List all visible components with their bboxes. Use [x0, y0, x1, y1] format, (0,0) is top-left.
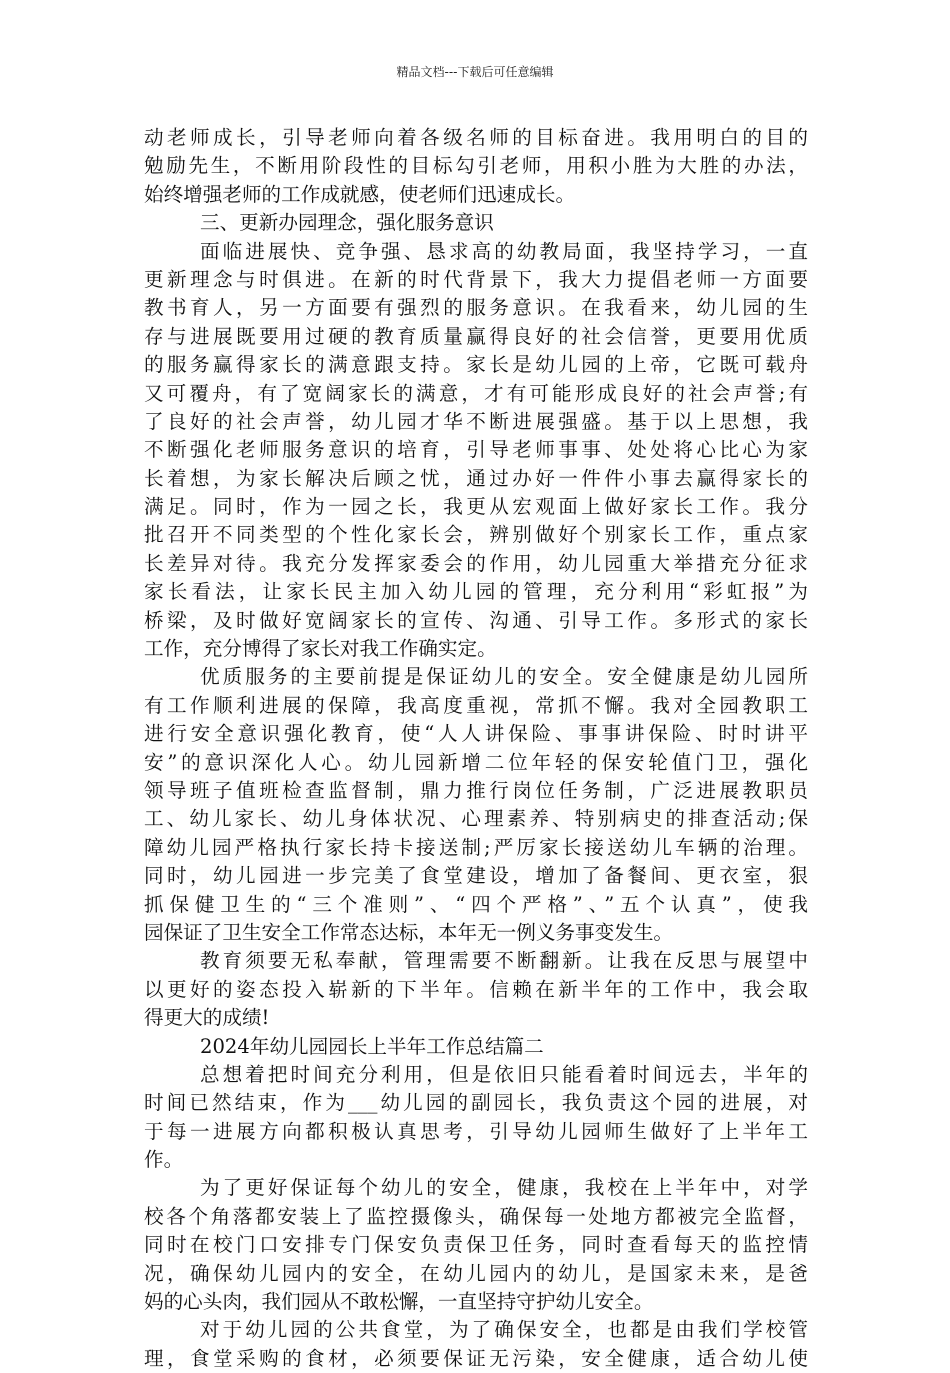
text-line: 工作，充分博得了家长对我工作确实定。	[144, 637, 497, 661]
text-line: 动老师成长，引导老师向着各级名师的目标奋进。我用明白的目的	[144, 126, 808, 149]
text-line: 有工作顺利进展的保障，我高度重视，常抓不懈。我对全园教职工	[144, 693, 808, 717]
text-line: 长差异对待。我充分发挥家委会的作用，幼儿园重大举措充分征求	[144, 551, 808, 575]
text-line: 教育须要无私奉献，管理需要不断翻新。让我在反思与展望中	[200, 949, 808, 973]
text-line: 更新理念与时俱进。在新的时代背景下，我大力提倡老师一方面要	[144, 267, 808, 291]
text-line: 2024年幼儿园园长上半年工作总结篇二	[200, 1034, 544, 1058]
text-line: 存与进展既要用过硬的教育质量赢得良好的社会信誉，更要用优质	[144, 324, 808, 348]
text-line: 家长看法，让家长民主加入幼儿园的管理，充分利用“彩虹报”为	[144, 580, 808, 604]
text-line: 以更好的姿态投入崭新的下半年。信赖在新半年的工作中，我会取	[144, 977, 808, 1001]
text-line: 不断强化老师服务意识的培育，引导老师事事、处处将心比心为家	[144, 438, 808, 462]
text-line: 满足。同时，作为一园之长，我更从宏观面上做好家长工作。我分	[144, 495, 808, 519]
text-line: 安”的意识深化人心。幼儿园新增二位年轻的保安轮值门卫，强化	[144, 750, 808, 774]
text-line: 同时在校门口安排专门保安负责保卫任务，同时查看每天的监控情	[144, 1233, 808, 1257]
text-line: 始终增强老师的工作成就感，使老师们迅速成长。	[144, 182, 576, 206]
text-line: 三、更新办园理念，强化服务意识	[200, 211, 494, 235]
text-line: 抓保健卫生的“三个准则”、“四个严格”、”五个认真”，使我	[144, 892, 808, 916]
text-line: 障幼儿园严格执行家长持卡接送制;严厉家长接送幼儿车辆的治理。	[144, 835, 808, 859]
text-line: 于每一进展方向都积极认真思考，引导幼儿园师生做好了上半年工	[144, 1119, 808, 1143]
text-line: 进行安全意识强化教育，使“人人讲保险、事事讲保险、时时讲平	[144, 722, 808, 746]
text-line: 校各个角落都安装上了监控摄像头，确保每一处地方都被完全监督，	[144, 1204, 808, 1228]
text-line: 勉励先生，不断用阶段性的目标勾引老师，用积小胜为大胜的办法，	[144, 154, 808, 178]
text-line: 理，食堂采购的食材，必须要保证无污染，安全健康，适合幼儿使	[144, 1346, 808, 1370]
text-line: 作。	[144, 1148, 184, 1172]
text-line: 园保证了卫生安全工作常态达标，本年无一例义务事变发生。	[144, 920, 674, 944]
text-line: 批召开不同类型的个性化家长会，辨别做好个别家长工作，重点家	[144, 523, 808, 547]
text-line: 妈的心头肉，我们园从不敢松懈，一直坚持守护幼儿安全。	[144, 1290, 654, 1314]
text-line: 总想着把时间充分利用，但是依旧只能看着时间远去，半年的	[200, 1062, 808, 1086]
text-line: 领导班子值班检查监督制，鼎力推行岗位任务制，广泛进展教职员	[144, 778, 808, 802]
text-line: 长着想，为家长解决后顾之忧，通过办好一件件小事去赢得家长的	[144, 466, 808, 490]
text-line: 得更大的成绩!	[144, 1006, 270, 1030]
text-line: 况，确保幼儿园内的安全，在幼儿园内的幼儿，是国家未来，是爸	[144, 1261, 808, 1285]
text-line: 面临进展快、竞争强、恳求高的幼教局面，我坚持学习，一直	[200, 239, 808, 263]
text-line: 对于幼儿园的公共食堂，为了确保安全，也都是由我们学校管	[200, 1318, 808, 1342]
text-line: 桥梁，及时做好宽阔家长的宣传、沟通、引导工作。多形式的家长	[144, 608, 808, 632]
text-line: 优质服务的主要前提是保证幼儿的安全。安全健康是幼儿园所	[200, 665, 808, 689]
text-line: 教书育人，另一方面要有强烈的服务意识。在我看来，幼儿园的生	[144, 296, 808, 320]
text-line: 的服务赢得家长的满意跟支持。家长是幼儿园的上帝，它既可载舟	[144, 353, 808, 377]
text-line: 工、幼儿家长、幼儿身体状况、心理素养、特别病史的排查活动;保	[144, 807, 808, 831]
text-line: 时间已然结束，作为___幼儿园的副园长，我负责这个园的进展，对	[144, 1091, 808, 1115]
text-line: 了良好的社会声誉，幼儿园才华不断进展强盛。基于以上思想，我	[144, 409, 808, 433]
text-line: 为了更好保证每个幼儿的安全，健康，我校在上半年中，对学	[200, 1176, 808, 1200]
text-line: 同时，幼儿园进一步完美了食堂建设，增加了备餐间、更衣室，狠	[144, 864, 808, 888]
document-body	[144, 124, 808, 1373]
text-line: 又可覆舟，有了宽阔家长的满意，才有可能形成良好的社会声誉;有	[144, 381, 808, 405]
page-header: 精品文档---下载后可任意编辑	[396, 65, 554, 79]
